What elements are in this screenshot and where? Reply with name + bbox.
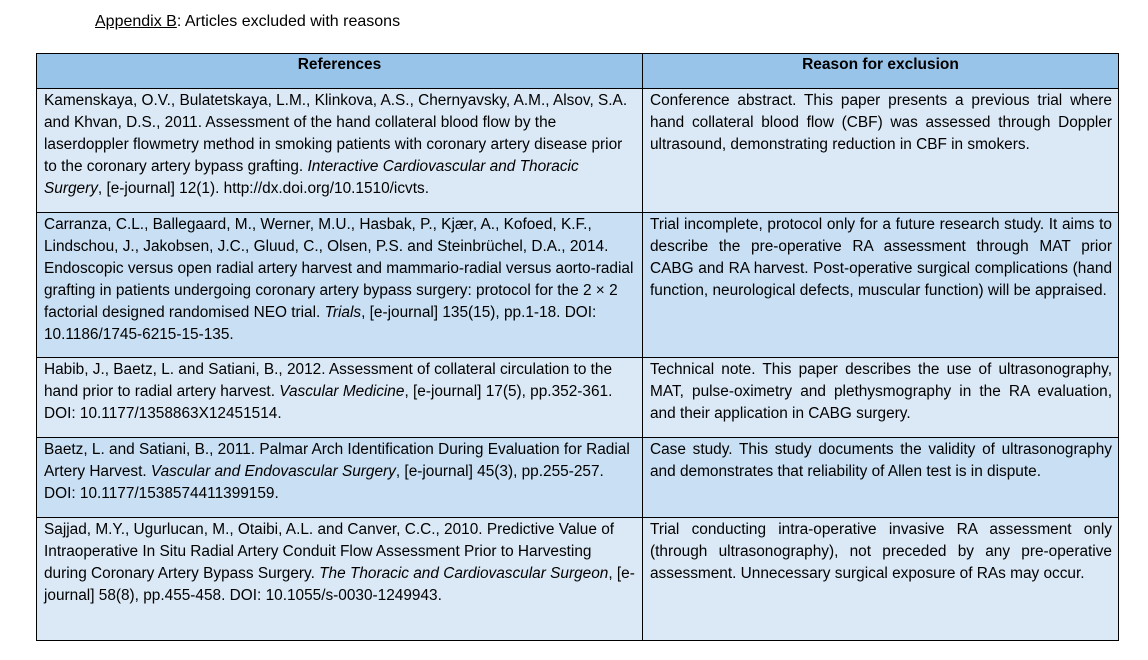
- reference-details: , [e-journal] 58(8), pp.455-458. DOI: 10.1055/s-0030-1249943.: [44, 565, 635, 604]
- table-row: [37, 518, 1119, 641]
- journal-title: The Thoracic and Cardiovascular Surgeon: [319, 565, 609, 582]
- reference-details: , [e-journal] 17(5), pp.352-361. DOI: 10.1177/1358863X12451514.: [44, 383, 613, 422]
- reference-text: Habib, J., Baetz, L. and Satiani, B., 2012. Assessment of collateral circulation to the hand prior to radial artery harvest.: [44, 361, 613, 400]
- reference-text: Sajjad, M.Y., Ugurlucan, M., Otaibi, A.L. and Canver, C.C., 2010. Predictive Value of Intraoperative In Situ Radial Artery Conduit Flow Assessment Prior to Harvesting during Coronary Artery Bypass Surgery.: [44, 521, 615, 582]
- reason-cell: Trial incomplete, protocol only for a future research study. It aims to describe the pre-operative RA assessment through MAT prior CABG and RA harvest. Post-operative surgical complications (hand function, neurological defects, muscular function) will be appraised.: [643, 213, 1119, 358]
- reference-text: Carranza, C.L., Ballegaard, M., Werner, M.U., Hasbak, P., Kjær, A., Kofoed, K.F., Lindschou, J., Jakobsen, J.C., Gluud, C., Olsen, P.S. and Steinbrüchel, D.A., 2014. Endoscopic versus open radial artery harvest and mammario-radial versus aorto-radial grafting in patients undergoing coronary artery bypass surgery: protocol for the 2 × 2 factorial designed randomised NEO trial.: [44, 216, 634, 321]
- reference-details: , [e-journal] 135(15), pp.1-18. DOI: 10.1186/1745-6215-15-135.: [44, 304, 597, 343]
- table-row: [37, 213, 1119, 358]
- table-row: [37, 438, 1119, 518]
- reference-details: , [e-journal] 45(3), pp.255-257. DOI: 10.1177/1538574411399159.: [44, 463, 604, 502]
- journal-title: Interactive Cardiovascular and Thoracic Surgery: [44, 158, 579, 197]
- journal-title: Vascular and Endovascular Surgery: [150, 463, 396, 480]
- reason-cell: Technical note. This paper describes the use of ultrasonography, MAT, pulse-oximetry and plethysmography in the RA evaluation, and their application in CABG surgery.: [643, 358, 1119, 438]
- reference-cell: [37, 89, 643, 213]
- table-header-row: [37, 54, 1119, 89]
- journal-title: Vascular Medicine: [279, 383, 405, 400]
- reason-header: Reason for exclusion: [643, 54, 1119, 89]
- appendix-heading: [95, 12, 400, 32]
- reference-cell: [37, 438, 643, 518]
- reason-cell: Trial conducting intra-operative invasive RA assessment only (through ultrasonography), not preceded by any pre-operative assessment. Unnecessary surgical exposure of RAs may occur.: [643, 518, 1119, 641]
- reason-cell: Case study. This study documents the validity of ultrasonography and demonstrates that reliability of Allen test is in dispute.: [643, 438, 1119, 518]
- reference-cell: [37, 358, 643, 438]
- reference-cell: [37, 213, 643, 358]
- reference-text: Kamenskaya, O.V., Bulatetskaya, L.M., Klinkova, A.S., Chernyavsky, A.M., Alsov, S.A. and Khvan, D.S., 2011. Assessment of the hand collateral blood flow by the laserdoppler flowmetry method in smoking patients with coronary artery disease prior to the coronary artery bypass grafting.: [44, 92, 628, 175]
- table-row: [37, 358, 1119, 438]
- references-header: References: [37, 54, 643, 89]
- reference-details: , [e-journal] 12(1). http://dx.doi.org/10.1510/icvts.: [97, 180, 429, 197]
- reference-cell: [37, 518, 643, 641]
- appendix-title: : Articles excluded with reasons: [176, 13, 401, 30]
- reference-text: Baetz, L. and Satiani, B., 2011. Palmar Arch Identification During Evaluation for Radial Artery Harvest.: [44, 441, 630, 480]
- journal-title: Trials: [324, 304, 362, 321]
- excluded-articles-table: [36, 53, 1119, 641]
- appendix-label: Appendix B: [95, 13, 177, 30]
- reason-cell: Conference abstract. This paper presents a previous trial where hand collateral blood flow (CBF) was assessed through Doppler ultrasound, demonstrating reduction in CBF in smokers.: [643, 89, 1119, 213]
- table-row: [37, 89, 1119, 213]
